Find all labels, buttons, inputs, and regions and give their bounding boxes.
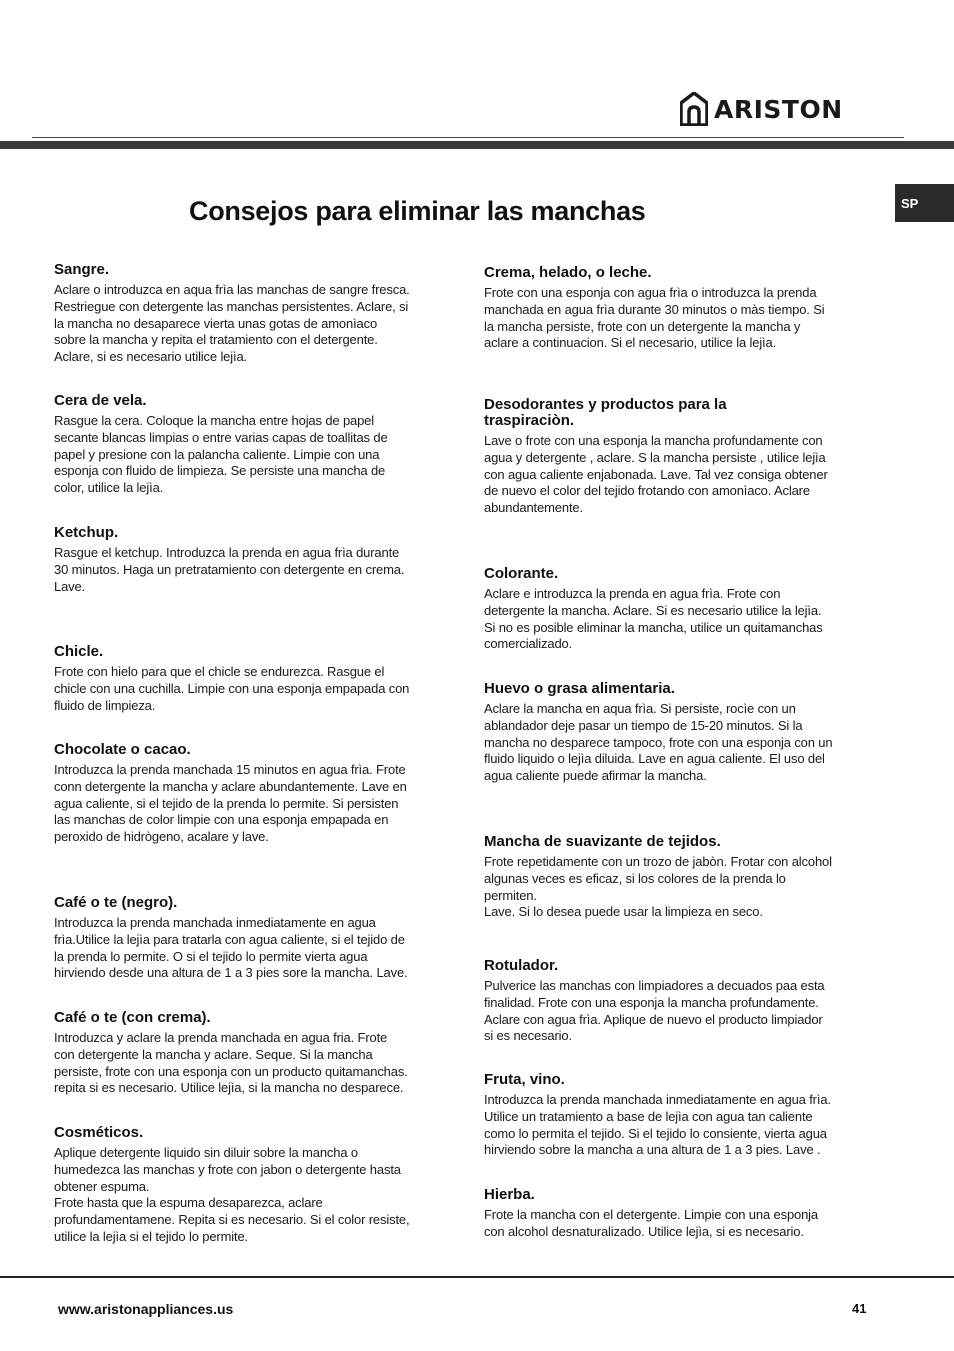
stain-section-sangre [54, 262, 444, 366]
stain-section-cosmeticos [54, 1125, 444, 1246]
stain-section-cera [54, 393, 444, 497]
section-heading: Cosméticos. [54, 1124, 144, 1141]
section-text: Pulverice las manchas con limpiadores a decuados paa esta finalidad. Frote con una esponja la mancha profundamente. Aclare con agua frìa. Aplique de nuevo el producto limpiador si es necesario. [484, 978, 825, 1044]
stain-section-cafe-negro [54, 895, 444, 982]
section-heading: Desodorantes y productos para la traspiraciòn. [484, 396, 727, 429]
section-heading: Sangre. [54, 261, 110, 278]
ariston-logo [680, 92, 843, 126]
page-title: Consejos para eliminar las manchas [189, 196, 646, 226]
header-divider-thin [32, 137, 904, 138]
stain-section-chicle [54, 644, 444, 714]
section-heading: Colorante. [484, 565, 559, 582]
section-text: Aclare o introduzca en aqua frìa las manchas de sangre fresca. Restriegue con detergente las manchas persistentes. Aclare, si la mancha no desaparece vierta unas gotas de amonìaco sobre la mancha y repita el tratamiento con el detergente. Aclare, si es necesario utilice lejìa. [54, 282, 410, 365]
section-text: Introduzca y aclare la prenda manchada en agua fria. Frote con detergente la mancha y aclare. Seque. Si la mancha persiste, frote con una esponja con un producto quitamanchas. repita si es necesario. Utilice lejìa, si la mancha no desparece. [54, 1030, 408, 1096]
stain-section-crema [484, 265, 868, 352]
section-text: Aclare la mancha en aqua frìa. Si persiste, rocìe con un ablandador deje pasar un tiempo de 15-20 minutos. Si la mancha no desparece tampoco, frote con una esponja con un fluido liquido o lejìa diluida. Lave en agua caliente. El uso del agua caliente puede afirmar la mancha. [484, 701, 833, 784]
section-text: Rasgue el ketchup. Introduzca la prenda en agua frìa durante 30 minutos. Haga un pretratamiento con detergente en crema. Lave. [54, 545, 405, 594]
section-text: Frote repetidamente con un trozo de jabòn. Frotar con alcohol algunas veces es eficaz, si los colores de la prenda lo permiten. Lave. Si lo desea puede usar la limpieza en seco. [484, 854, 832, 920]
section-heading: Café o te (con crema). [54, 1009, 211, 1026]
ariston-house-icon [680, 92, 708, 126]
stain-section-desodorantes [484, 397, 868, 517]
brand-name: ARISTON [714, 94, 843, 124]
page-number: 41 [852, 1301, 867, 1316]
footer-divider [0, 1276, 954, 1278]
section-text: Introduzca la prenda manchada inmediatamente en agua frìa.Utilice la lejìa para tratarla con agua caliente, si el tejido de la prenda lo permite. O si el tejido lo permite vierta agua hirviendo desde una altura de 1 a 3 pies sore la mancha. Lave. [54, 915, 408, 981]
section-text: Frote con hielo para que el chicle se endurezca. Rasgue el chicle con una cuchilla. Limpie con una esponja empapada con fluido de limpieza. [54, 664, 410, 713]
stain-section-suavizante [484, 834, 868, 921]
stain-section-hierba [484, 1187, 868, 1241]
section-text: Aplique detergente liquido sin diluir sobre la mancha o humedezca las manchas y frote con jabon o detergente hasta obtener espuma. Frote hasta que la espuma desaparezca, aclare profundamentamene. Repita si es necesario. Si el color resiste, utilice la lejìa si el tejido lo permite. [54, 1145, 410, 1244]
language-tab: SP [895, 184, 954, 222]
section-text: Introduzca la prenda manchada inmediatamente en agua frìa. Utilice un tratamiento a base de lejìa con agua tan caliente como lo permita el tejido. Si el tejido lo consiente, vierta agua hirviendo sobre la mancha a una altura de 1 a 3 pies. Lave . [484, 1092, 831, 1158]
section-text: Introduzca la prenda manchada 15 minutos en agua frìa. Frote conn detergente la mancha y aclare abundantemente. Lave en agua caliente, si el tejido de la prenda lo permite. Si persisten las manchas de color limpie con una esponja empapada en peroxido de hidrògeno, acalare y lave. [54, 762, 407, 845]
section-text: Frote con una esponja con agua frìa o introduzca la prenda manchada en agua frìa durante 30 minutos o màs tiempo. Si la mancha persiste, frote con un detergente la mancha y aclare a continuacion. Si el necesario, utilice la lejìa. [484, 285, 825, 351]
section-heading: Crema, helado, o leche. [484, 264, 652, 281]
header-divider-thick [0, 141, 954, 149]
section-text: Lave o frote con una esponja la mancha profundamente con agua y detergente , aclare. S la mancha persiste , utilice lejìa con agua caliente enjabonada. Lave. Tal vez consiga obtener de nuevo el color del tejido frotando con amonìaco. Aclare abundantemente. [484, 433, 828, 516]
section-heading: Cera de vela. [54, 392, 147, 409]
stain-section-cafe-crema [54, 1010, 444, 1097]
section-heading: Fruta, vino. [484, 1071, 565, 1088]
stain-section-chocolate [54, 742, 444, 846]
section-text: Frote la mancha con el detergente. Limpie con una esponja con alcohol desnaturalizado. Utilice lejìa, si es necesario. [484, 1207, 819, 1239]
footer-url: www.aristonappliances.us [58, 1301, 234, 1317]
section-heading: Chocolate o cacao. [54, 741, 191, 758]
stain-section-colorante [484, 566, 868, 653]
stain-section-huevo [484, 681, 868, 785]
stain-section-rotulador [484, 958, 868, 1045]
section-heading: Mancha de suavizante de tejidos. [484, 833, 721, 850]
section-heading: Rotulador. [484, 957, 559, 974]
section-heading: Chicle. [54, 643, 104, 660]
section-text: Aclare e introduzca la prenda en agua frìa. Frote con detergente la mancha. Aclare. Si es necesario utilice la lejìa. Si no es posible eliminar la mancha, utilice un quitamanchas comercializado. [484, 586, 823, 652]
section-heading: Huevo o grasa alimentaria. [484, 680, 675, 697]
section-text: Rasgue la cera. Coloque la mancha entre hojas de papel secante blancas limpias o entre varias capas de toallitas de papel y presione con la palancha caliente. Limpie con una esponja con fluido de limpieza. Se persiste una mancha de color, utilice la lejìa. [54, 413, 388, 496]
section-heading: Hierba. [484, 1186, 535, 1203]
section-heading: Café o te (negro). [54, 894, 178, 911]
stain-section-fruta [484, 1072, 868, 1159]
stain-section-ketchup [54, 525, 444, 595]
section-heading: Ketchup. [54, 524, 119, 541]
